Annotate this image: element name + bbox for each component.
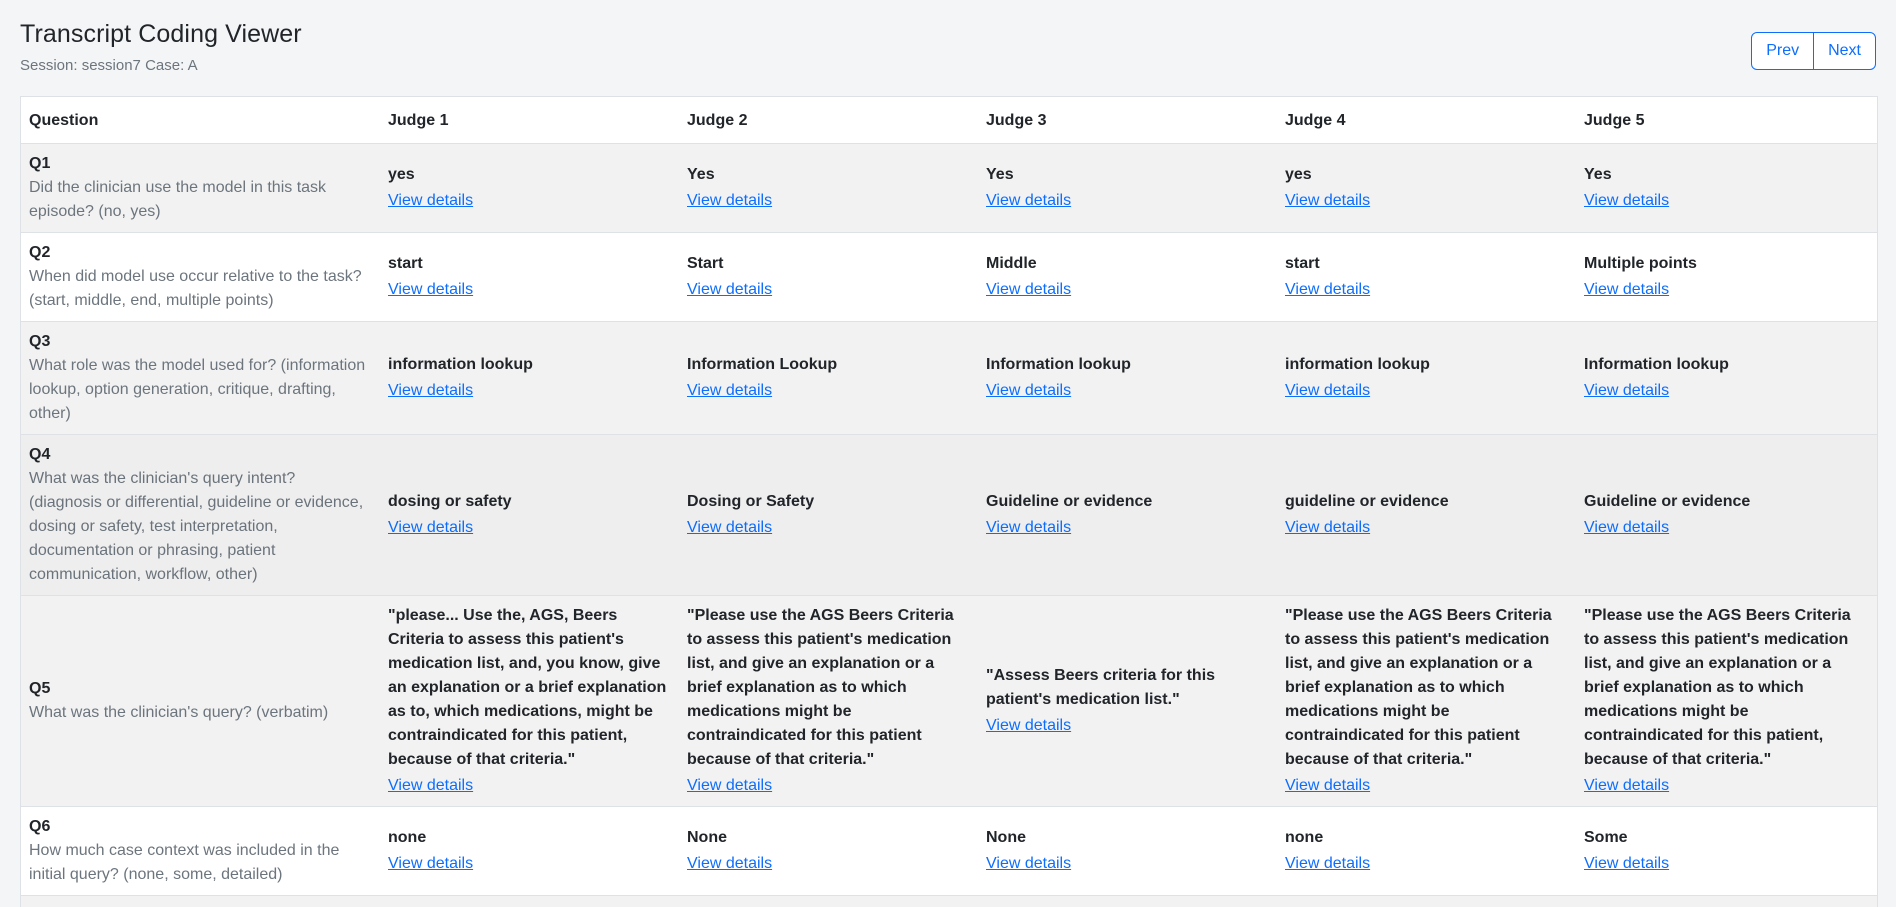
answer-text: Guideline or evidence <box>1584 493 1751 510</box>
page-title: Transcript Coding Viewer <box>20 20 302 48</box>
view-details-link[interactable]: View details <box>687 192 773 209</box>
table-row <box>21 896 1877 907</box>
answer-text: None <box>687 829 727 846</box>
table-row <box>21 596 1877 807</box>
view-details-link[interactable]: View details <box>388 281 474 298</box>
coding-table-container <box>20 96 1878 907</box>
answer-cell <box>380 596 679 807</box>
page-header <box>20 20 302 74</box>
question-text: How much case context was included in the initial query? (none, some, detailed) <box>29 842 340 883</box>
view-details-link[interactable]: View details <box>986 192 1072 209</box>
view-details-link[interactable]: View details <box>388 192 474 209</box>
answer-text: Information lookup <box>986 356 1131 373</box>
view-details-link[interactable]: View details <box>1584 192 1670 209</box>
answer-text: none <box>388 829 427 846</box>
next-button[interactable]: Next <box>1813 32 1876 70</box>
answer-cell <box>380 322 679 435</box>
answer-cell <box>679 322 978 435</box>
answer-cell <box>978 596 1277 807</box>
question-id: Q2 <box>29 244 51 261</box>
view-details-link[interactable]: View details <box>1584 519 1670 536</box>
answer-text: "Assess Beers criteria for this patient's medication list." <box>986 667 1216 708</box>
answer-cell <box>1576 896 1877 907</box>
prev-button[interactable]: Prev <box>1751 32 1814 70</box>
answer-text: none <box>1285 829 1324 846</box>
view-details-link[interactable]: View details <box>1285 382 1371 399</box>
view-details-link[interactable]: View details <box>986 855 1072 872</box>
answer-text: Start <box>687 255 724 272</box>
column-header-judge-2: Judge 2 <box>679 97 978 144</box>
answer-text: Yes <box>1584 166 1612 183</box>
question-text: What was the clinician's query intent? (diagnosis or differential, guideline or evidence, dosing or safety, test interpretation, documentation or phrasing, patient communication, workflow, other) <box>29 470 364 583</box>
answer-text: Middle <box>986 255 1037 272</box>
answer-cell <box>380 233 679 322</box>
answer-text: "Please use the AGS Beers Criteria to assess this patient's medication list, and give an explanation or a brief explanation as to which medications might be contraindicated for this patient because of that criteria." <box>1285 607 1552 768</box>
view-details-link[interactable]: View details <box>986 519 1072 536</box>
view-details-link[interactable]: View details <box>388 382 474 399</box>
answer-cell <box>1576 144 1877 233</box>
answer-text: Dosing or Safety <box>687 493 815 510</box>
view-details-link[interactable]: View details <box>1285 192 1371 209</box>
answer-cell <box>1277 807 1576 896</box>
question-cell <box>21 144 380 233</box>
answer-cell <box>679 896 978 907</box>
column-header-judge-5: Judge 5 <box>1576 97 1877 144</box>
answer-text: guideline or evidence <box>1285 493 1449 510</box>
answer-cell <box>1277 896 1576 907</box>
answer-text: "Please use the AGS Beers Criteria to assess this patient's medication list, and give an explanation or a brief explanation as to which medications might be contraindicated for this patient because of that criteria." <box>687 607 954 768</box>
answer-cell <box>978 322 1277 435</box>
question-cell <box>21 322 380 435</box>
answer-text: start <box>1285 255 1320 272</box>
answer-cell <box>1277 322 1576 435</box>
answer-text: start <box>388 255 423 272</box>
page-subtitle: Session: session7 Case: A <box>20 57 198 74</box>
view-details-link[interactable]: View details <box>1584 855 1670 872</box>
answer-text: Information Lookup <box>687 356 838 373</box>
answer-cell <box>380 435 679 596</box>
answer-text: Yes <box>986 166 1014 183</box>
view-details-link[interactable]: View details <box>986 281 1072 298</box>
answer-text: dosing or safety <box>388 493 512 510</box>
question-text: What was the clinician's query? (verbatim) <box>29 704 329 721</box>
view-details-link[interactable]: View details <box>687 382 773 399</box>
answer-cell <box>1277 596 1576 807</box>
view-details-link[interactable]: View details <box>986 382 1072 399</box>
view-details-link[interactable]: View details <box>1584 281 1670 298</box>
table-row <box>21 144 1877 233</box>
answer-text: information lookup <box>388 356 533 373</box>
answer-cell <box>380 807 679 896</box>
table-header-row <box>21 97 1877 144</box>
question-cell <box>21 896 380 907</box>
column-header-question: Question <box>21 97 380 144</box>
view-details-link[interactable]: View details <box>1285 519 1371 536</box>
answer-text: information lookup <box>1285 356 1430 373</box>
question-cell <box>21 435 380 596</box>
answer-cell <box>978 233 1277 322</box>
view-details-link[interactable]: View details <box>388 777 474 794</box>
answer-cell <box>679 435 978 596</box>
answer-cell <box>1576 233 1877 322</box>
question-id: Q4 <box>29 446 51 463</box>
answer-cell <box>1576 322 1877 435</box>
question-text: When did model use occur relative to the task? (start, middle, end, multiple points) <box>29 268 362 309</box>
answer-cell <box>679 807 978 896</box>
table-row <box>21 322 1877 435</box>
question-id: Q6 <box>29 818 51 835</box>
view-details-link[interactable]: View details <box>687 777 773 794</box>
column-header-judge-3: Judge 3 <box>978 97 1277 144</box>
column-header-judge-4: Judge 4 <box>1277 97 1576 144</box>
view-details-link[interactable]: View details <box>687 281 773 298</box>
answer-text: Guideline or evidence <box>986 493 1153 510</box>
view-details-link[interactable]: View details <box>1584 777 1670 794</box>
answer-cell <box>1277 144 1576 233</box>
table-row <box>21 435 1877 596</box>
question-id: Q5 <box>29 680 51 697</box>
view-details-link[interactable]: View details <box>687 855 773 872</box>
answer-cell <box>380 144 679 233</box>
question-cell <box>21 596 380 807</box>
answer-text: yes <box>1285 166 1312 183</box>
question-id: Q3 <box>29 333 51 350</box>
table-row <box>21 233 1877 322</box>
question-text: Did the clinician use the model in this task episode? (no, yes) <box>29 179 327 220</box>
question-cell <box>21 807 380 896</box>
view-details-link[interactable]: View details <box>1285 777 1371 794</box>
column-header-judge-1: Judge 1 <box>380 97 679 144</box>
answer-text: "please... Use the, AGS, Beers Criteria to assess this patient's medication list, and, you know, give an explanation or a brief explanation as to, which medications, might be contraindicated for this patient, because of that criteria." <box>388 607 667 768</box>
pagination-nav <box>1751 32 1876 70</box>
table-body <box>21 144 1877 907</box>
answer-cell <box>1576 807 1877 896</box>
answer-text: Yes <box>687 166 715 183</box>
answer-cell <box>679 233 978 322</box>
answer-text: Information lookup <box>1584 356 1729 373</box>
view-details-link[interactable]: View details <box>1584 382 1670 399</box>
answer-cell <box>1576 435 1877 596</box>
answer-cell <box>978 435 1277 596</box>
answer-text: "Please use the AGS Beers Criteria to assess this patient's medication list, and give an explanation or a brief explanation as to which medications might be contraindicated for this patient, because of that criteria." <box>1584 607 1851 768</box>
view-details-link[interactable]: View details <box>1285 281 1371 298</box>
answer-text: None <box>986 829 1026 846</box>
view-details-link[interactable]: View details <box>388 855 474 872</box>
answer-cell <box>978 896 1277 907</box>
answer-cell <box>978 144 1277 233</box>
question-id: Q1 <box>29 155 51 172</box>
answer-cell <box>679 596 978 807</box>
answer-text: yes <box>388 166 415 183</box>
answer-cell <box>1576 596 1877 807</box>
view-details-link[interactable]: View details <box>687 519 773 536</box>
view-details-link[interactable]: View details <box>388 519 474 536</box>
answer-cell <box>1277 233 1576 322</box>
answer-cell <box>1277 435 1576 596</box>
coding-table <box>21 97 1877 907</box>
table-row <box>21 807 1877 896</box>
answer-cell <box>380 896 679 907</box>
answer-text: Multiple points <box>1584 255 1697 272</box>
answer-cell <box>679 144 978 233</box>
answer-cell <box>978 807 1277 896</box>
question-text: What role was the model used for? (information lookup, option generation, critique, drafting, other) <box>29 357 366 422</box>
view-details-link[interactable]: View details <box>986 717 1072 734</box>
answer-text: Some <box>1584 829 1628 846</box>
view-details-link[interactable]: View details <box>1285 855 1371 872</box>
question-cell <box>21 233 380 322</box>
